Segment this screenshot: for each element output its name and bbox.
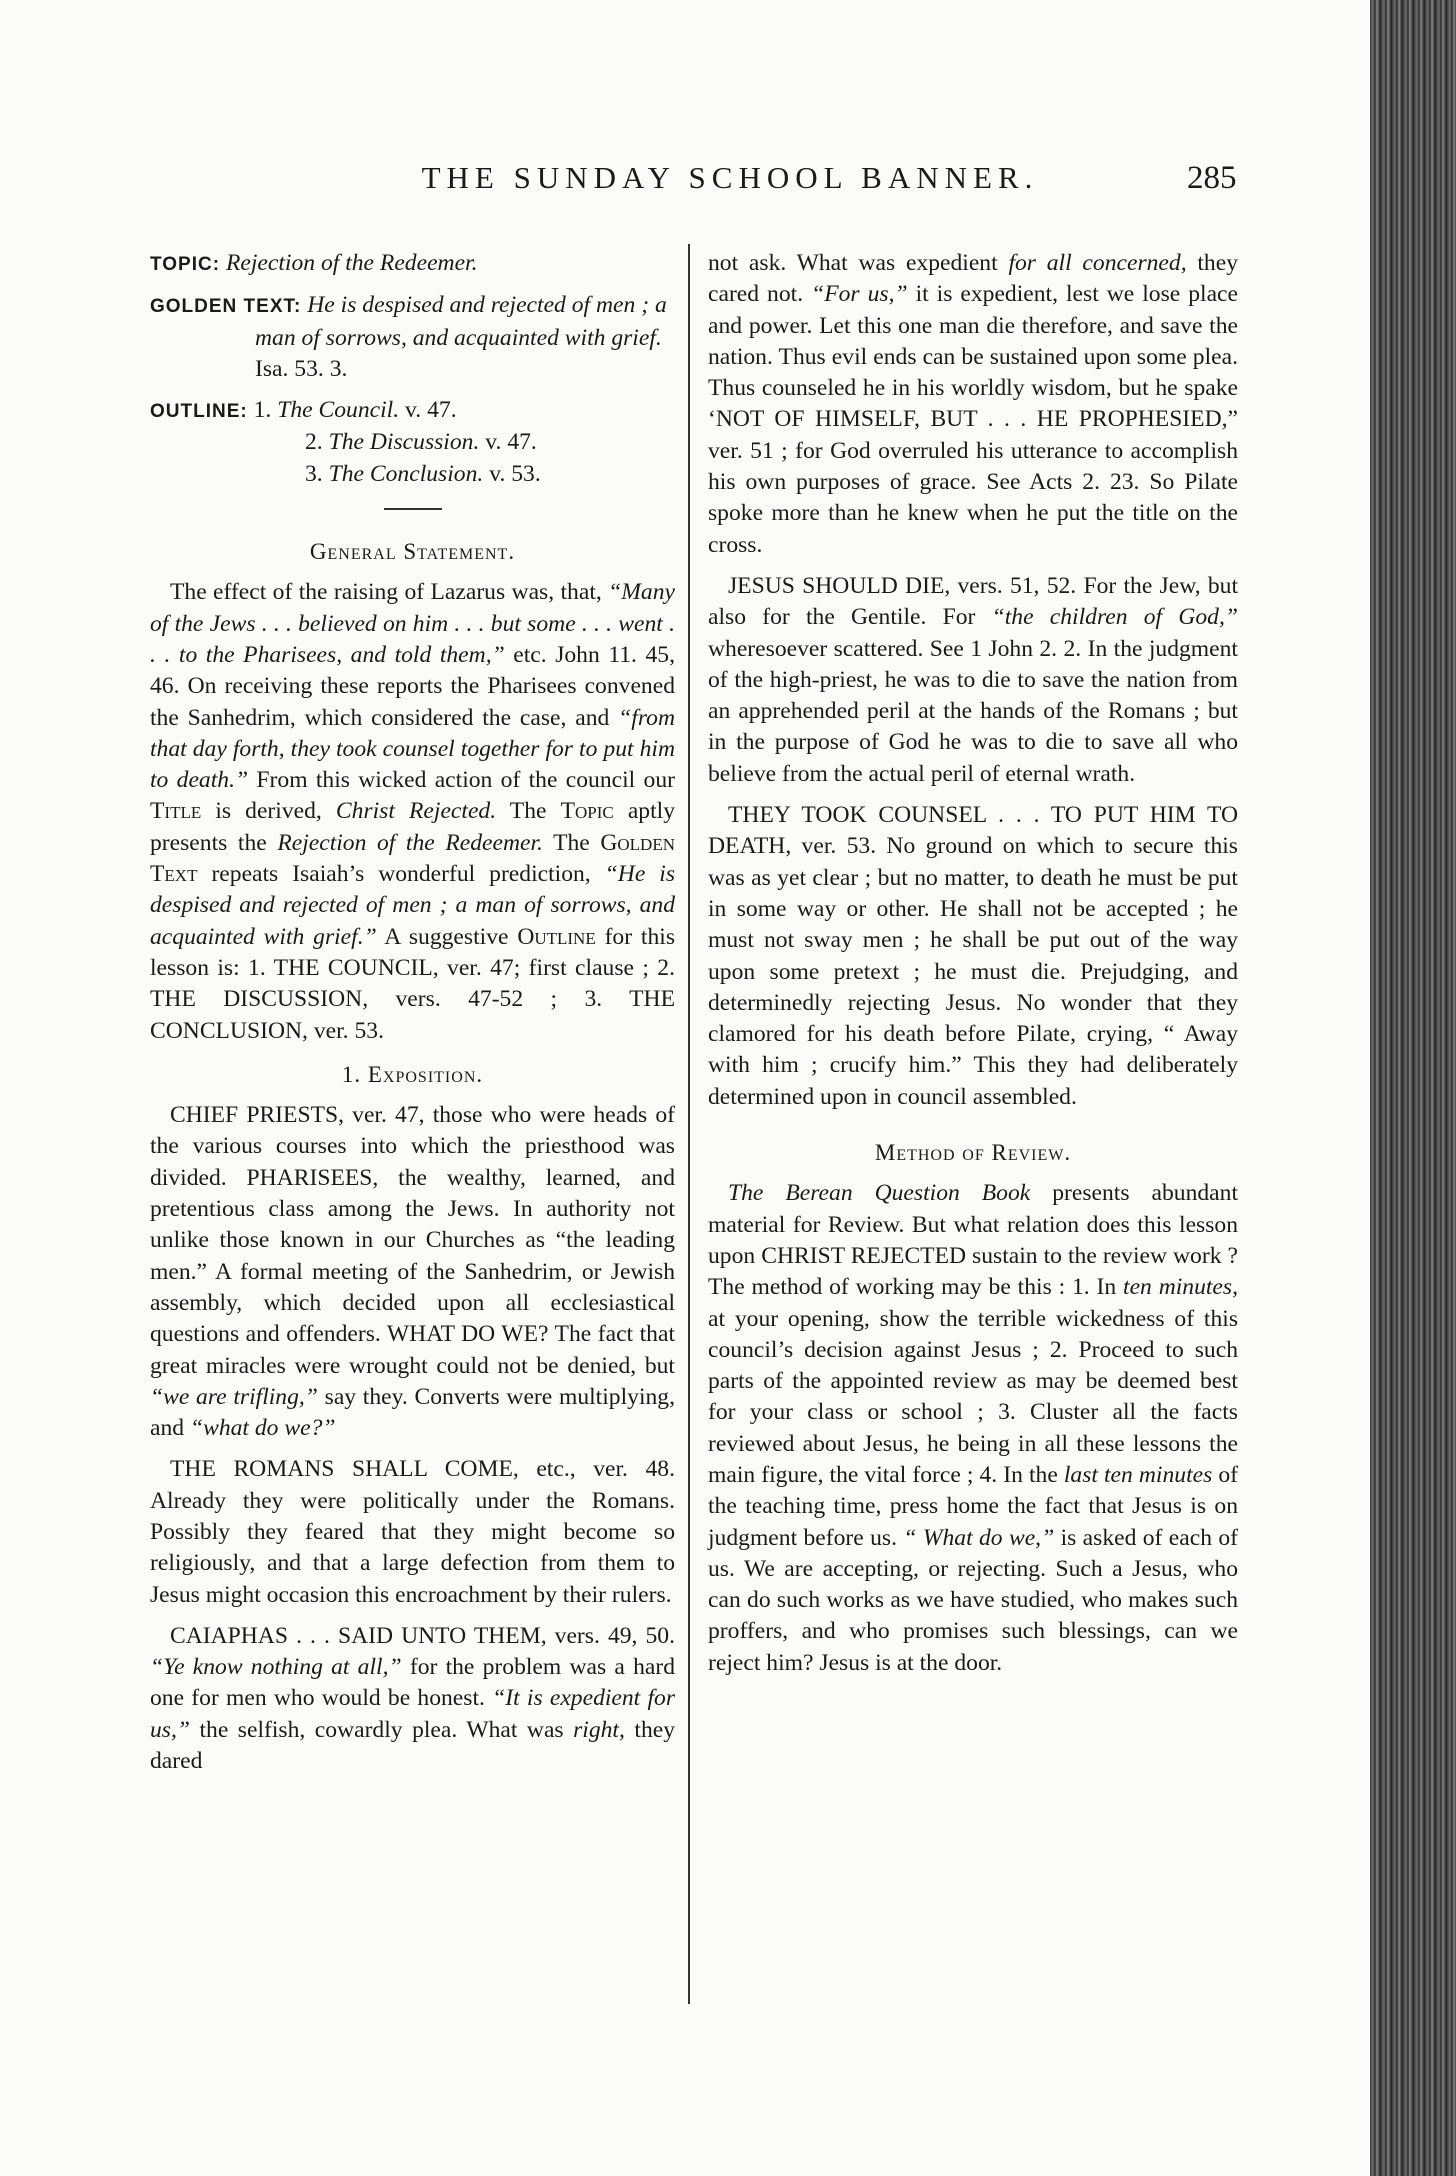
column-divider bbox=[688, 244, 690, 2004]
exposition-heading: 1. Exposition. bbox=[341, 1061, 484, 1087]
method-of-review-heading: Method of Review. bbox=[874, 1140, 1072, 1166]
topic-text: Rejection of the Redeemer. bbox=[225, 250, 478, 276]
right-column bbox=[708, 248, 1238, 1689]
topic-label: TOPIC: bbox=[150, 254, 221, 275]
outline-label: OUTLINE: bbox=[150, 401, 248, 423]
golden-text-ref: Isa. 53. 3. bbox=[255, 355, 348, 382]
golden-text: He is despised and rejected of men ; a man of sorrows, and acquainted with grief. bbox=[255, 292, 667, 351]
golden-text-label: GOLDEN TEXT: bbox=[150, 296, 302, 318]
general-statement-heading: General Statement. bbox=[309, 539, 516, 565]
romans-paragraph: THE ROMANS SHALL COME, etc., ver. 48. Already they were politically under the Romans. Possibly they feared that they might become so religiously, and that a large defection from them to Jesus might occasion this encroachment by their rulers. bbox=[150, 1456, 675, 1608]
section-divider bbox=[384, 508, 442, 510]
took-counsel-paragraph: THEY TOOK COUNSEL . . . TO PUT HIM TO DEATH, ver. 53. No ground on which to secure this was as yet clear ; but no matter, to death he must be put in some way or other. He shall not be accepted ; he must not sway men ; he shall be put out of the way upon some pretext ; he must die. Prejudging, and determinedly rejecting Jesus. No wonder that they clamored for his death before Pilate, crying, “ Away with him ; crucify him.” This they had deliberately determined upon in council assembled. bbox=[708, 802, 1238, 1110]
outline-item: 3. The Conclusion. v. 53. bbox=[305, 460, 541, 487]
running-head: THE SUNDAY SCHOOL BANNER. bbox=[421, 160, 1039, 195]
outline-item: 2. The Discussion. v. 47. bbox=[305, 429, 537, 456]
jesus-should-die-paragraph: JESUS SHOULD DIE, vers. 51, 52. For the Jew, but also for the Gentile. For “the children of God,” wheresoever scattered. See 1 John 2. 2. In the judgment of the high-priest, he was to die to save the nation from an apprehended peril at the hands of the Romans ; but in the purpose of God he was to die to save all who believe from the actual peril of eternal wrath. bbox=[708, 572, 1238, 787]
golden-text-field bbox=[150, 290, 675, 385]
outline-item: 1. The Council. v. 47. bbox=[253, 397, 457, 424]
page-number: 285 bbox=[1187, 160, 1237, 196]
chief-priests-paragraph: CHIEF PRIESTS, ver. 47, those who were heads of the various courses into which the priesthood was divided. PHARISEES, the wealthy, learned, and pretentious class among the Jews. In authority not unlike those known in our Churches as “the leading men.” A formal meeting of the Sanhedrim, or Jewish assembly, which decided upon all ecclesiastical questions and offenders. WHAT DO WE? The fact that great miracles were wrought could not be denied, but “we are trifling,” say they. Converts were multiplying, and “what do we?” bbox=[150, 1102, 675, 1442]
review-paragraph: The Berean Question Book presents abundant material for Review. But what relation does this lesson upon CHRIST REJECTED sustain to the review work ? The method of working may be this : 1. In ten minutes, at your opening, show the terrible wickedness of this council’s decision against Jesus ; 2. Proceed to such parts of the appointed review as may be deemed best for your class or school ; 3. Cluster all the facts reviewed about Jesus, he being in all these lessons the main figure, the vital force ; 4. In the last ten minutes of the teaching time, press home the fact that Jesus is on judgment before us. “ What do we,” is asked of each of us. We are accepting, or rejecting. Such a Jesus, who can do such works as we have studied, who makes such proffers, and who promises such blessings, can we reject him? Jesus is at the door. bbox=[708, 1180, 1239, 1676]
caiaphas-paragraph: CAIAPHAS . . . SAID UNTO THEM, vers. 49, 50. “Ye know nothing at all,” for the problem was a hard one for men who would be honest. “It is expedient for us,” the selfish, cowardly plea. What was right, they dared bbox=[150, 1622, 676, 1775]
topic-field bbox=[150, 248, 675, 280]
general-statement-paragraph: The effect of the raising of Lazarus was, that, “Many of the Jews . . . believed on him . . . but some . . . went . . . to the Pharisees, and told them,” etc. John 11. 45, 46. On receiving these reports the Pharisees convened the Sanhedrim, which considered the case, and “from that day forth, they took counsel together for to put him to death.” From this wicked action of the council our Title is derived, Christ Rejected. The Topic aptly presents the Rejection of the Redeemer. The Golden Text repeats Isaiah’s wonderful prediction, “He is despised and rejected of men ; a man of sorrows, and acquainted with grief.” A suggestive Outline for this lesson is: 1. THE COUNCIL, ver. 47; first clause ; 2. THE DISCUSSION, vers. 47-52 ; 3. THE CONCLUSION, ver. 53. bbox=[150, 579, 676, 1044]
left-column bbox=[150, 248, 675, 1787]
caiaphas-continued-paragraph: not ask. What was expedient for all concerned, they cared not. “For us,” it is expedient, lest we lose place and power. Let this one man die therefore, and save the nation. Thus evil ends can be sustained upon some plea. Thus counseled he in his worldly wisdom, but he spake ‘NOT OF HIMSELF, BUT . . . HE PROPHESIED,” ver. 51 ; for God overruled his utterance to accomplish his own purposes of grace. See Acts 2. 23. So Pilate spoke more than he knew when he put the title on the cross. bbox=[708, 250, 1238, 558]
outline-field bbox=[150, 395, 675, 490]
book-page-edges bbox=[1370, 0, 1456, 2176]
